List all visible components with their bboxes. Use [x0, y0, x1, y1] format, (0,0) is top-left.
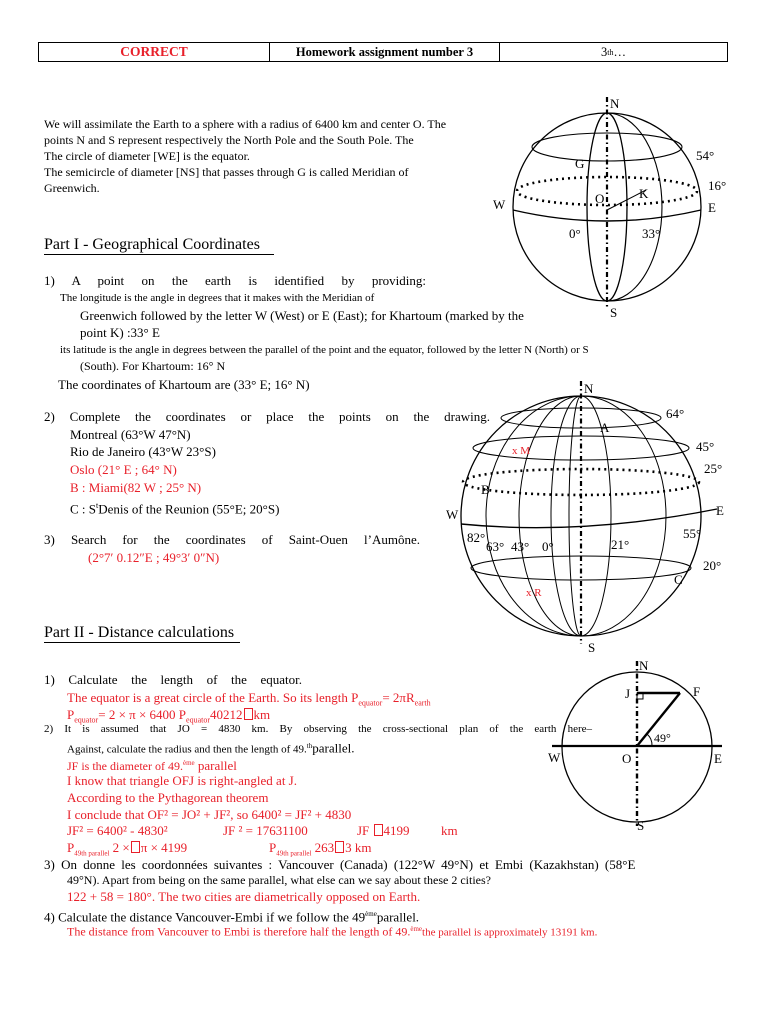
label-e: E: [716, 503, 724, 518]
part1-q1-bullet2a: its latitude is the angle in degrees between the parallel of the point and the equator, followed by the letter N (North) or S: [60, 344, 589, 356]
a2-text: 2 ×: [109, 840, 130, 855]
figure-cross-section: [540, 656, 730, 836]
a2-text: 263: [311, 840, 335, 855]
part2-a4: [67, 922, 597, 941]
a2-text: km: [441, 823, 458, 838]
a1-text: The equator is a great circle of the Earth. So its length P: [67, 690, 359, 705]
title-cell: Homework assignment number 3: [270, 43, 500, 61]
meridian-33: [607, 113, 662, 301]
label-0: 0°: [542, 539, 554, 554]
intro-line: The semicircle of diameter [NS] that passes through G is called Meridian of: [44, 165, 409, 179]
a2-sub: 49th parallel: [276, 849, 312, 858]
q4-text: parallel.: [376, 909, 420, 925]
q2-reunion-b: Denis of the Reunion (55°E; 20°S): [98, 501, 280, 517]
a1-text: 40212: [210, 707, 243, 722]
q4-text: 4) Calculate the distance Vancouver-Embi if we follow the 49: [44, 909, 366, 925]
label-82: 82°: [467, 530, 486, 545]
a2-sub: 49th parallel: [74, 849, 110, 858]
approx-box: [335, 841, 344, 853]
part1-q3: 3) Search for the coordinates of Saint-Ouen l’Aumône.: [44, 532, 420, 547]
intro-line: points N and S represent respectively the North Pole and the South Pole. The: [44, 133, 414, 147]
label-25: 25°: [704, 461, 723, 476]
label-j: J: [625, 686, 631, 701]
label-o: O: [622, 751, 632, 766]
part2-q3b: 49°N). Apart from being on the same parallel, what else can we say about these 2 cities?: [67, 873, 491, 887]
label-f: F: [693, 684, 701, 699]
part2-a3: 122 + 58 = 180°. The two cities are diametrically opposed on Earth.: [67, 889, 421, 904]
label-w: W: [446, 507, 459, 522]
equator: [461, 509, 717, 528]
a4-text: The distance from Vancouver to Embi is therefore half the length of 49.: [67, 924, 411, 939]
a1-sub: earth: [414, 698, 431, 708]
meridian-55e: [581, 396, 666, 636]
header-table: [38, 42, 728, 62]
label-e: E: [708, 200, 716, 215]
intro-line: We will assimilate the Earth to a sphere with a radius of 6400 km and center O. The: [44, 117, 447, 131]
label-n: N: [639, 658, 649, 673]
part1-q1-bullet1b: Greenwich followed by the letter W (West) or E (East); for Khartoum (marked by the: [80, 308, 524, 323]
class-rest: …: [613, 44, 626, 59]
q2-miami: B : Miami(82 W ; 25° N): [70, 480, 202, 495]
label-c: C: [674, 572, 683, 587]
a2-text: π × 4199: [140, 840, 188, 855]
figure-sphere-cities: [440, 376, 768, 656]
label-n: N: [610, 96, 620, 111]
meridian-63w: [519, 396, 581, 636]
label-16: 16°: [708, 178, 727, 193]
a2-sup: ème: [182, 759, 195, 767]
intro-line: The circle of diameter [WE] is the equator.: [44, 149, 250, 163]
label-r: x R: [526, 587, 542, 599]
q2-reunion-a: C : S: [70, 501, 97, 517]
a4-sup: ème: [410, 925, 423, 933]
label-w: W: [493, 197, 506, 212]
part1-q1-conclusion: The coordinates of Khartoum are (33° E; 16° N): [58, 377, 310, 392]
a1-text: = 2 × π × 6400 P: [98, 707, 187, 722]
meridian-0: [569, 396, 581, 636]
label-k: K: [639, 186, 649, 201]
figure-sphere-khartoum: [486, 92, 736, 324]
status-cell: CORRECT: [39, 43, 270, 61]
q2-oslo: Oslo (21° E ; 64° N): [70, 462, 177, 477]
part2-a2-line4: I conclude that OF² = JO² + JF², so 6400² = JF² + 4830: [67, 807, 352, 822]
angle-arc: [647, 734, 652, 746]
label-b: B: [481, 482, 490, 497]
q2b-text: Against, calculate the radius and then the length of 49.: [67, 743, 307, 756]
label-s: S: [610, 305, 618, 320]
intro-text: [44, 116, 524, 196]
a2-text: 4199: [383, 823, 410, 838]
label-o: O: [595, 191, 605, 206]
meridian-43w: [551, 396, 581, 636]
label-0: 0°: [569, 226, 581, 241]
label-64: 64°: [666, 406, 685, 421]
label-33: 33°: [642, 226, 661, 241]
part2-q3a: 3) On donne les coordonnées suivantes : Vancouver (Canada) (122°W 49°N) et Embi (Kazakhstan) (58°E: [44, 857, 636, 872]
part2-title: Part II - Distance calculations: [44, 624, 240, 643]
q2b-sup: th: [306, 742, 313, 750]
part1-title: Part I - Geographical Coordinates: [44, 236, 274, 255]
label-e: E: [714, 751, 722, 766]
a2-text: JF is the diameter of 49.: [67, 759, 183, 773]
label-63: 63°: [486, 539, 505, 554]
part1-q1-bullet1a: The longitude is the angle in degrees that it makes with the Meridian of: [60, 292, 375, 304]
part1-q1-bullet2b: (South). For Khartoum: 16° N: [80, 359, 226, 373]
part1-q3-answer: (2°7′ 0.12″E ; 49°3′ 0″N): [88, 550, 220, 565]
part1-q1: 1) A point on the earth is identified by providing:: [44, 273, 426, 288]
label-s: S: [637, 818, 645, 833]
label-55: 55°: [683, 526, 702, 541]
a1-sub: equator: [186, 715, 211, 725]
part2-a2-line2: I know that triangle OFJ is right-angled at J.: [67, 773, 297, 788]
label-21: 21°: [611, 537, 630, 552]
part2-a2-line3: According to the Pythagorean theorem: [67, 790, 269, 805]
a2-text: parallel: [194, 758, 237, 773]
a1-text: P: [67, 707, 75, 722]
label-45: 45°: [696, 439, 715, 454]
a1-sub: equator: [358, 698, 383, 708]
part2-q2a: 2) It is assumed that JO = 4830 km. By observing the cross-sectional plan of the earth here–: [44, 723, 592, 735]
a2-text: 3 km: [345, 840, 372, 855]
a2-text: P: [67, 840, 75, 855]
label-54: 54°: [696, 148, 715, 163]
a1-text: = 2πR: [382, 690, 415, 705]
a2-jf: [357, 822, 410, 839]
greenwich-meridian: [587, 113, 607, 301]
label-n: N: [584, 381, 594, 396]
part1-q1-bullet1c: point K) :33° E: [80, 325, 160, 340]
label-20: 20°: [703, 558, 722, 573]
approx-box: [374, 824, 383, 836]
q2-montreal: Montreal (63°W 47°N): [70, 427, 191, 442]
class-cell: [500, 43, 727, 61]
q2-rio: Rio de Janeiro (43°W 23°S): [70, 444, 216, 459]
a1-sub: equator: [74, 715, 99, 725]
meridian-82w: [486, 396, 581, 636]
q2-reunion: [70, 497, 279, 517]
q2b-text: parallel.: [312, 740, 355, 756]
label-w: W: [548, 750, 561, 765]
meridian-back: [607, 113, 627, 301]
approx-box: [244, 708, 253, 720]
class-num: 3: [601, 44, 608, 59]
intro-line: Greenwich.: [44, 181, 100, 195]
a2-text: JF: [357, 823, 373, 838]
label-s: S: [588, 640, 596, 655]
approx-box: [131, 841, 140, 853]
a2-text: JF ² = 17631100: [223, 823, 308, 838]
label-g: G: [575, 156, 585, 171]
label-m: x M: [512, 445, 531, 457]
label-43: 43°: [511, 539, 530, 554]
a2-text: P: [269, 840, 277, 855]
a4-text: the parallel is approximately 13191 km.: [422, 926, 598, 939]
q4-sup: ème: [365, 910, 377, 918]
a2-text: JF² = 6400² - 4830²: [67, 823, 168, 838]
a1-text: km: [253, 707, 271, 722]
class-sup: th: [607, 47, 614, 57]
label-angle: 49°: [654, 731, 671, 745]
part2-a2-line5: [67, 822, 487, 839]
q2-reunion-sup: t: [96, 501, 99, 510]
part1-q2: 2) Complete the coordinates or place the points on the drawing.: [44, 409, 490, 424]
label-a: A: [600, 420, 610, 435]
part2-q1: 1) Calculate the length of the equator.: [44, 672, 302, 687]
